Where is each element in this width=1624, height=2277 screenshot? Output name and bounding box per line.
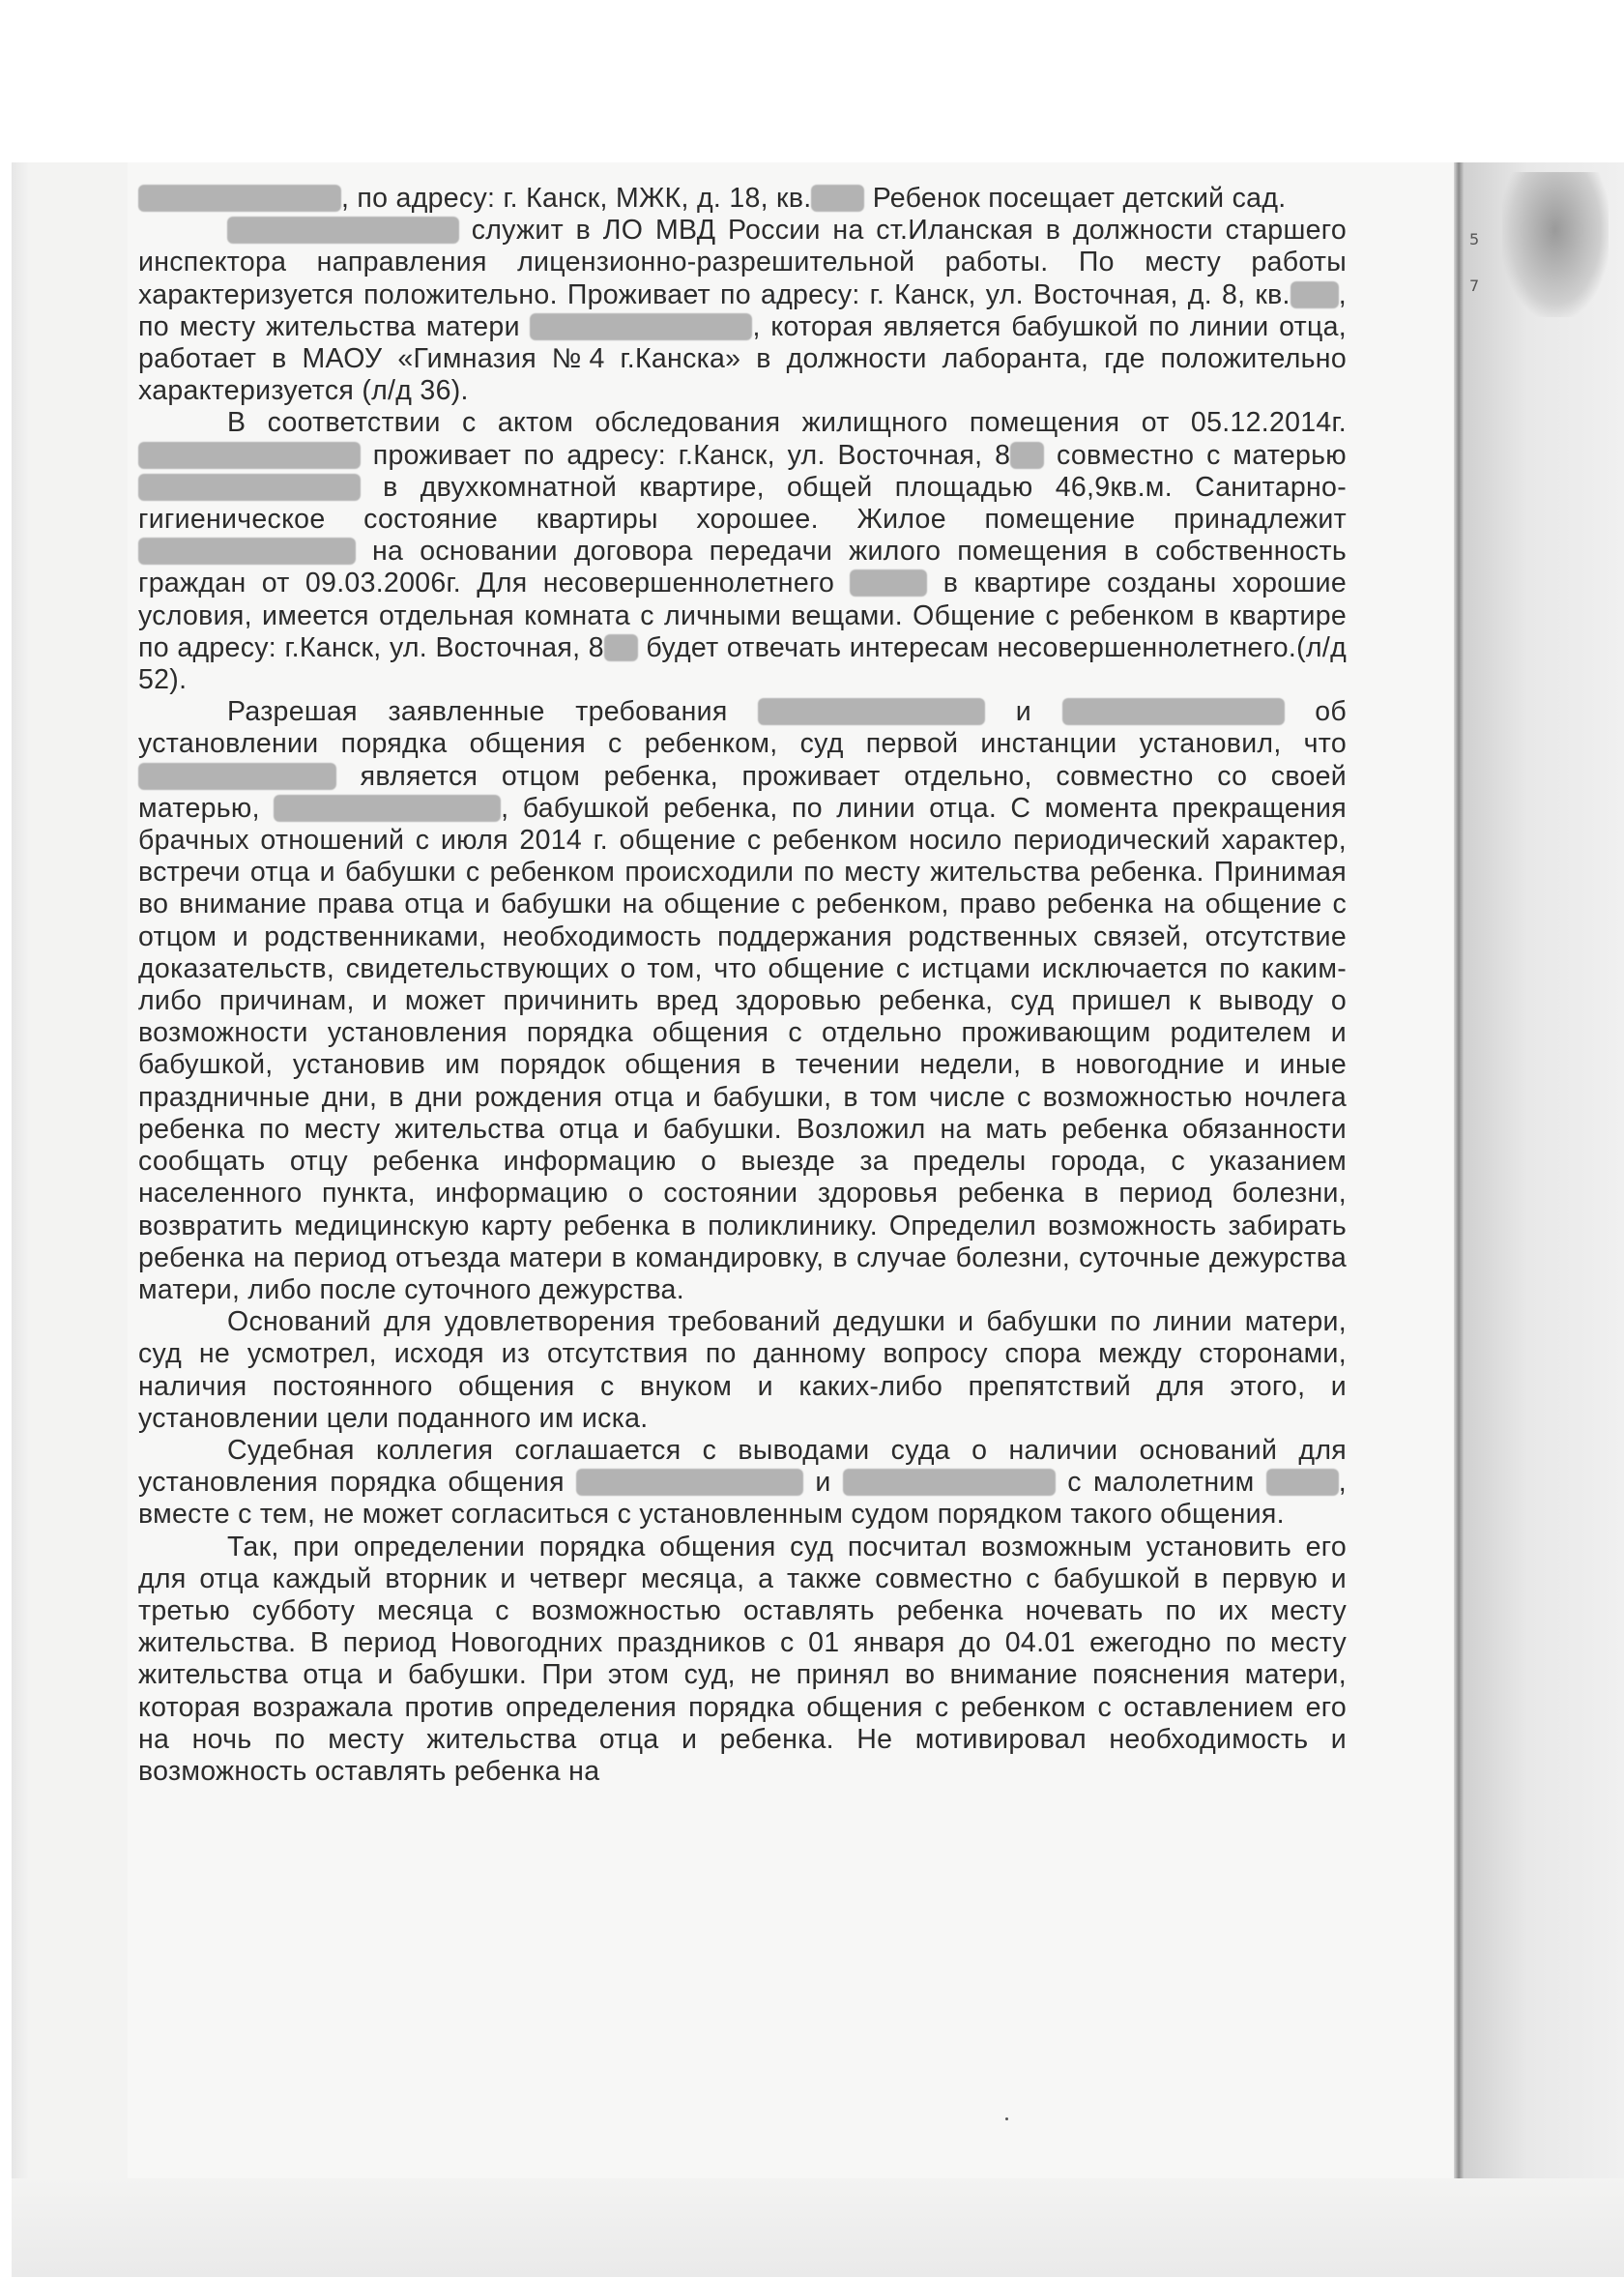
- redacted-name: [138, 538, 356, 565]
- paragraph-p2: [138, 215, 1347, 407]
- text-run: , по адресу: г. Канск, МЖК, д. 18, кв.: [341, 183, 812, 214]
- redacted-name: [850, 569, 927, 597]
- left-scan-shadow: [12, 162, 29, 2277]
- text-run: является отцом ребенка, проживает отдельно, совместно со своей матерью,: [138, 760, 1347, 824]
- paragraph-p4: [138, 696, 1347, 1306]
- text-run: Оснований для удовлетворения требований дедушки и бабушки по линии матери, суд не усмотрел, исходя из отсутствия по данному вопросу спора между сторонами, наличия постоянного общения с внуком и каких-либо препятствий для этого, и установлении цели поданного им иска.: [138, 1306, 1347, 1434]
- stain-mark: [1502, 172, 1609, 317]
- redacted-name: [530, 313, 752, 340]
- text-run: в квартире созданы хорошие условия, имеется отдельная комната с личными вещами. Общение с ребенком в квартире по адресу: г.Канск, ул. Восточная, 8: [138, 568, 1347, 663]
- redacted-name: [843, 1469, 1056, 1496]
- redacted-name: [1290, 281, 1339, 308]
- text-run: и: [985, 696, 1062, 728]
- text-run: В соответствии с актом обследования жилищного помещения от 05.12.2014г.: [227, 407, 1347, 439]
- document-body: [138, 183, 1347, 1788]
- text-run: и: [803, 1467, 843, 1499]
- text-run: с малолетним: [1055, 1467, 1266, 1499]
- text-run: Так, при определении порядка общения суд посчитал возможным установить его для отца каждый вторник и четверг месяца, а также совместно с бабушкой в первую и третью субботу месяца с возможностью оставлять ребенка ночевать по их месту жительства. В период Новогодних праздников с 01 января до 04.01 ежегодно по месту жительства отца и бабушки. При этом суд, не принял во внимание пояснения матери, которая возражала против определения порядка общения с ребенком с оставлением его на ночь по месту жительства отца и ребенка. Не мотивировал необходимость и возможность оставлять ребенка на: [138, 1531, 1347, 1787]
- text-run: будет отвечать интересам несовершеннолетнего.(л/д 52).: [138, 631, 1347, 696]
- text-run: Судебная коллегия соглашается с выводами суда о наличии оснований для установления порядка общения: [138, 1434, 1347, 1499]
- redacted-name: [274, 795, 501, 822]
- margin-mark-2: 7: [1469, 277, 1480, 295]
- redacted-name: [811, 185, 864, 212]
- text-run: , бабушкой ребенка, по линии отца. С момента прекращения брачных отношений с июля 2014 г. общение с ребенком носило периодический характер, встречи отца и бабушки с ребенком происходили по месту жительства ребенка. Принимая во внимание права отца и бабушки на общение с ребенком, право ребенка на общение с отцом и родственниками, необходимость поддержания родственных связей, отсутствие доказательств, свидетельствующих о том, что общение с истцами исключается по каким-либо причинам, и может причинить вред здоровью ребенка, суд пришел к выводу о возможности установления порядка общения с отдельно проживающим родителем и бабушкой, установив им порядок общения в течении недели, в новогодние и иные праздничные дни, в дни рождения отца и бабушки, в том числе с возможностью ночлега ребенка по месту жительства отца и бабушки. Возложил на мать ребенка обязанности сообщать отцу ребенка информацию о выезде за пределы города, с указанием населенного пункта, информацию о состоянии здоровья ребенка в период болезни, возвратить медицинскую карту ребенка в поликлинику. Определил возможность забирать ребенка на период отъезда матери в командировку, в случае болезни, суточные дежурства матери, либо после суточного дежурства.: [138, 792, 1347, 1305]
- text-run: совместно с матерью: [1044, 439, 1347, 471]
- adjacent-page-strip: [1464, 162, 1624, 2277]
- scan-top-margin: [0, 0, 1624, 162]
- paragraph-p5: [138, 1306, 1347, 1435]
- redacted-name: [1062, 698, 1285, 725]
- paragraph-p7: [138, 1532, 1347, 1789]
- redacted-name: [576, 1469, 803, 1496]
- text-run: проживает по адресу: г.Канск, ул. Восточная, 8: [361, 439, 1011, 471]
- redacted-name: [138, 442, 361, 469]
- redacted-name: [1010, 442, 1044, 469]
- text-run: Ребенок посещает детский сад.: [864, 183, 1287, 214]
- text-run: на основании договора передачи жилого помещения в собственность граждан от 09.03.2006г. Для несовершеннолетнего: [138, 536, 1347, 599]
- redacted-name: [1266, 1469, 1339, 1496]
- bottom-scan-band: [12, 2178, 1624, 2277]
- text-run: об установлении порядка общения с ребенком, суд первой инстанции установил, что: [138, 696, 1347, 760]
- text-run: в двухкомнатной квартире, общей площадью 46,9кв.м. Санитарно-гигиеническое состояние квартиры хорошее. Жилое помещение принадлежит: [138, 471, 1347, 536]
- redacted-name: [138, 763, 336, 790]
- text-run: , по месту жительства матери: [138, 278, 1347, 342]
- paragraph-p3: [138, 407, 1347, 696]
- paragraph-p1: [138, 183, 1347, 215]
- margin-mark-1: 5: [1469, 230, 1480, 248]
- text-run: , вместе с тем, не может согласиться с установленным судом порядком такого общения.: [138, 1467, 1347, 1531]
- text-run: Разрешая заявленные требования: [227, 696, 759, 728]
- text-run: , которая является бабушкой по линии отца, работает в МАОУ «Гимназия №4 г.Канска» в должности лаборанта, где положительно характеризуется (л/д 36).: [138, 310, 1347, 407]
- text-run: служит в ЛО МВД России на ст.Иланская в должности старшего инспектора направления лицензионно-разрешительной работы. По месту работы характеризуется положительно. Проживает по адресу: г. Канск, ул. Восточная, д. 8, кв.: [138, 215, 1347, 310]
- redacted-name: [758, 698, 985, 725]
- paragraph-p6: [138, 1435, 1347, 1532]
- redacted-name: [138, 474, 361, 501]
- redacted-name: [138, 185, 341, 212]
- speck: [1005, 2117, 1008, 2120]
- redacted-name: [604, 634, 638, 661]
- page-edge-shadow: [1454, 162, 1464, 2277]
- redacted-name: [227, 217, 459, 244]
